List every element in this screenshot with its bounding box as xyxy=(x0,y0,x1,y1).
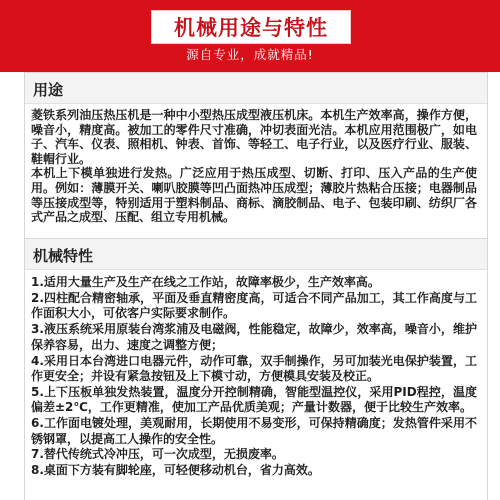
features-body xyxy=(25,270,487,479)
feature-item: 8.桌面下方装有脚轮座，可轻便移动机台，省力高效。 xyxy=(31,463,320,478)
feature-item: 3.液压系统采用原装台湾浆浦及电磁阀，性能稳定，故障少，效率高，噪音小，维护保养容易，出力、速度之调整方便； xyxy=(31,322,477,352)
features-list xyxy=(31,275,477,479)
usage-paragraph: 菱铁系列油压热压机是一种中小型热压成型液压机床。本机生产效率高，操作方便，噪音小，精度高。被加工的零件尺寸准确，冲切表面光洁。本机应用范围极广，如电子、汽车、仪表、照相机、钟表、首饰、等轻工、电子行业，以及医疗行业、服装、鞋帽行业。 xyxy=(31,108,477,166)
feature-item: 4.采用日本台湾进口电器元件，动作可靠，双手制操作，另可加装光电保护装置，工作更安全；并设有紧急按钮及上下模寸动，方便模具安装及校正。 xyxy=(31,353,477,383)
usage-heading: 用途 xyxy=(33,81,64,99)
feature-item: 5.上下压板单独发热装置，温度分开控制精确，智能型温控仪，采用PID程控，温度偏差±2℃，工作更精准，使加工产品优质美观；产量计数器，便于比较生产效率。 xyxy=(31,384,477,415)
feature-item: 1.适用大量生产及生产在线之工作站，故障率极少，生产效率高。 xyxy=(31,275,380,289)
feature-item: 6.工作面电镀处理，美观耐用，长期使用不易变形，可保持精确度；发热管件采用不锈钢罩，以提高工人操作的安全性。 xyxy=(31,416,477,446)
features-heading: 机械特性 xyxy=(33,247,94,265)
usage-paragraph: 本机上下模单独进行发热。广泛应用于热压成型、切断、打印、压入产品的生产使用。例如：薄膜开关、喇叭胶膜等凹凸面热冲压成型；薄胶片热粘合压接；电器制品等压接成型等，特别适用于塑料制品、商标、滴胶制品、电子、包装印刷、纺织厂各式产品之成型、压配、组立专用机械。 xyxy=(31,166,477,225)
features-section-header xyxy=(25,239,487,270)
usage-section xyxy=(24,72,488,239)
feature-item: 2.四柱配合精密轴承，平面及垂直精密度高，可适合不同产品加工，其工作高度与工作面积大小，可依客户实际要求制作。 xyxy=(31,290,477,321)
title-box xyxy=(151,10,351,44)
usage-body xyxy=(25,104,487,225)
features-section xyxy=(24,238,488,500)
page-title: 机械用途与特性 xyxy=(174,16,328,40)
usage-section-header xyxy=(25,73,487,104)
page-subtitle: 源自专业，成就精品! xyxy=(186,47,314,62)
header-banner xyxy=(0,0,500,72)
feature-item: 7.替代传统式冷冲压，可一次成型，无损废率。 xyxy=(31,447,284,462)
